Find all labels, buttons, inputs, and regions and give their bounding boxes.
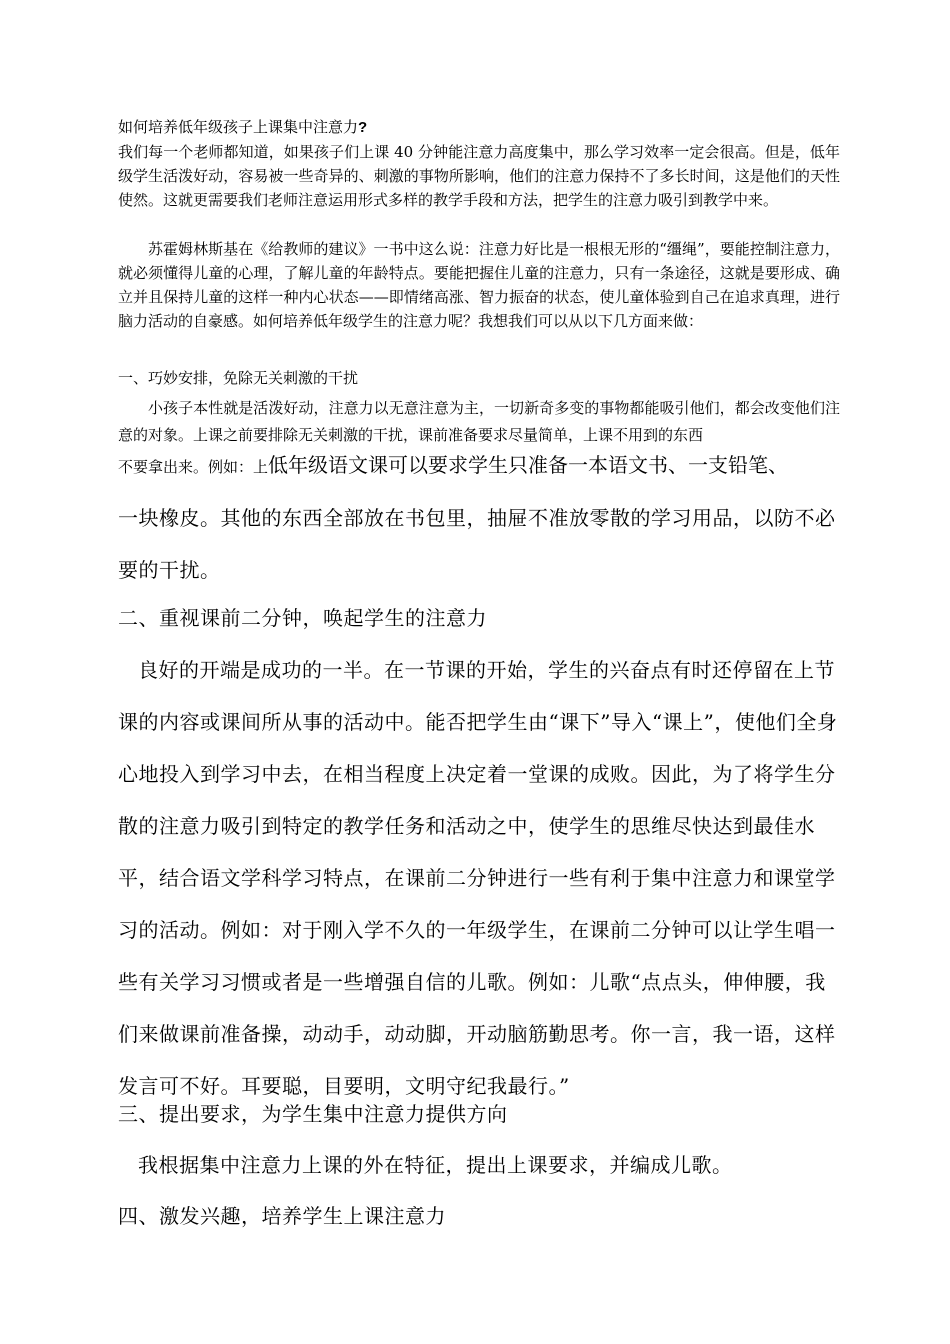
paragraph-section-1: 小孩子本性就是活泼好动，注意力以无意注意为主，一切新奇多变的事物都能吸引他们，都会改变他们注意的对象。上课之前要排除无关刺激的干扰，课前准备要求尽量简单，上课不用到的东西 bbox=[118, 399, 840, 444]
title-text: 如何培养低年级孩子上课集中注意力 bbox=[118, 118, 359, 136]
section-heading-4: 四、激发兴趣，培养学生上课注意力 bbox=[118, 1204, 446, 1228]
section-heading-2: 二、重视课前二分钟，唤起学生的注意力 bbox=[118, 606, 487, 630]
paragraph-quote: 苏霍姆林斯基在《给教师的建议》一书中这么说：注意力好比是一根根无形的“缰绳”，要能控制注意力，就必须懂得儿童的心理，了解儿童的年龄特点。要能把握住儿童的注意力，只有一条途径，这就是要形成、确立并且保持儿童的这样一种内心状态——即情绪高涨、智力振奋的状态，使儿童体验到自己在追求真理，进行脑力活动的自豪感。如何培养低年级学生的注意力呢？我想我们可以从以下几方面来做： bbox=[118, 240, 840, 330]
section-heading-3: 三、提出要求，为学生集中注意力提供方向 bbox=[118, 1102, 508, 1126]
document-title bbox=[118, 116, 838, 139]
large-text-run: 低年级语文课可以要求学生只准备一本语文书、一支铅笔、 bbox=[268, 453, 789, 477]
section-heading-1: 一、巧妙安排，免除无关刺激的干扰 bbox=[118, 369, 359, 387]
paragraph-intro: 我们每一个老师都知道，如果孩子们上课 40 分钟能注意力高度集中，那么学习效率一定会很高。但是，低年级学生活泼好动，容易被一些奇异的、刺激的事物所影响，他们的注意力保持不了多长时间，这是他们的天性使然。这就更需要我们老师注意运用形式多样的教学手段和方法，把学生的注意力吸引到教学中来。 bbox=[118, 143, 840, 209]
title-question-mark: ? bbox=[358, 119, 368, 136]
paragraph-section-2: 良好的开端是成功的一半。在一节课的开始，学生的兴奋点有时还停留在上节课的内容或课间所从事的活动中。能否把学生由“课下”导入“课上”，使他们全身心地投入到学习中去，在相当程度上决定着一堂课的成败。因此，为了将学生分散的注意力吸引到特定的教学任务和活动之中，使学生的思维尽快达到最佳水平，结合语文学科学习特点，在课前二分钟进行一些有利于集中注意力和课堂学习的活动。例如：对于刚入学不久的一年级学生，在课前二分钟可以让学生唱一些有关学习习惯或者是一些增强自信的儿歌。例如：儿歌“点点头，伸伸腰，我们来做课前准备操，动动手，动动脚，开动脑筋勤思考。你一言，我一语，这样发言可不好。耳要聪，目要明，文明守纪我最行。” bbox=[118, 658, 838, 1098]
small-text-run: 不要拿出来。例如：上 bbox=[118, 458, 269, 476]
paragraph-section-1-mixed-line bbox=[118, 449, 840, 478]
paragraph-section-3: 我根据集中注意力上课的外在特征，提出上课要求，并编成儿歌。 bbox=[138, 1153, 733, 1177]
paragraph-section-1-continued: 一块橡皮。其他的东西全部放在书包里，抽屉不准放零散的学习用品，以防不必要的干扰。 bbox=[118, 506, 836, 582]
